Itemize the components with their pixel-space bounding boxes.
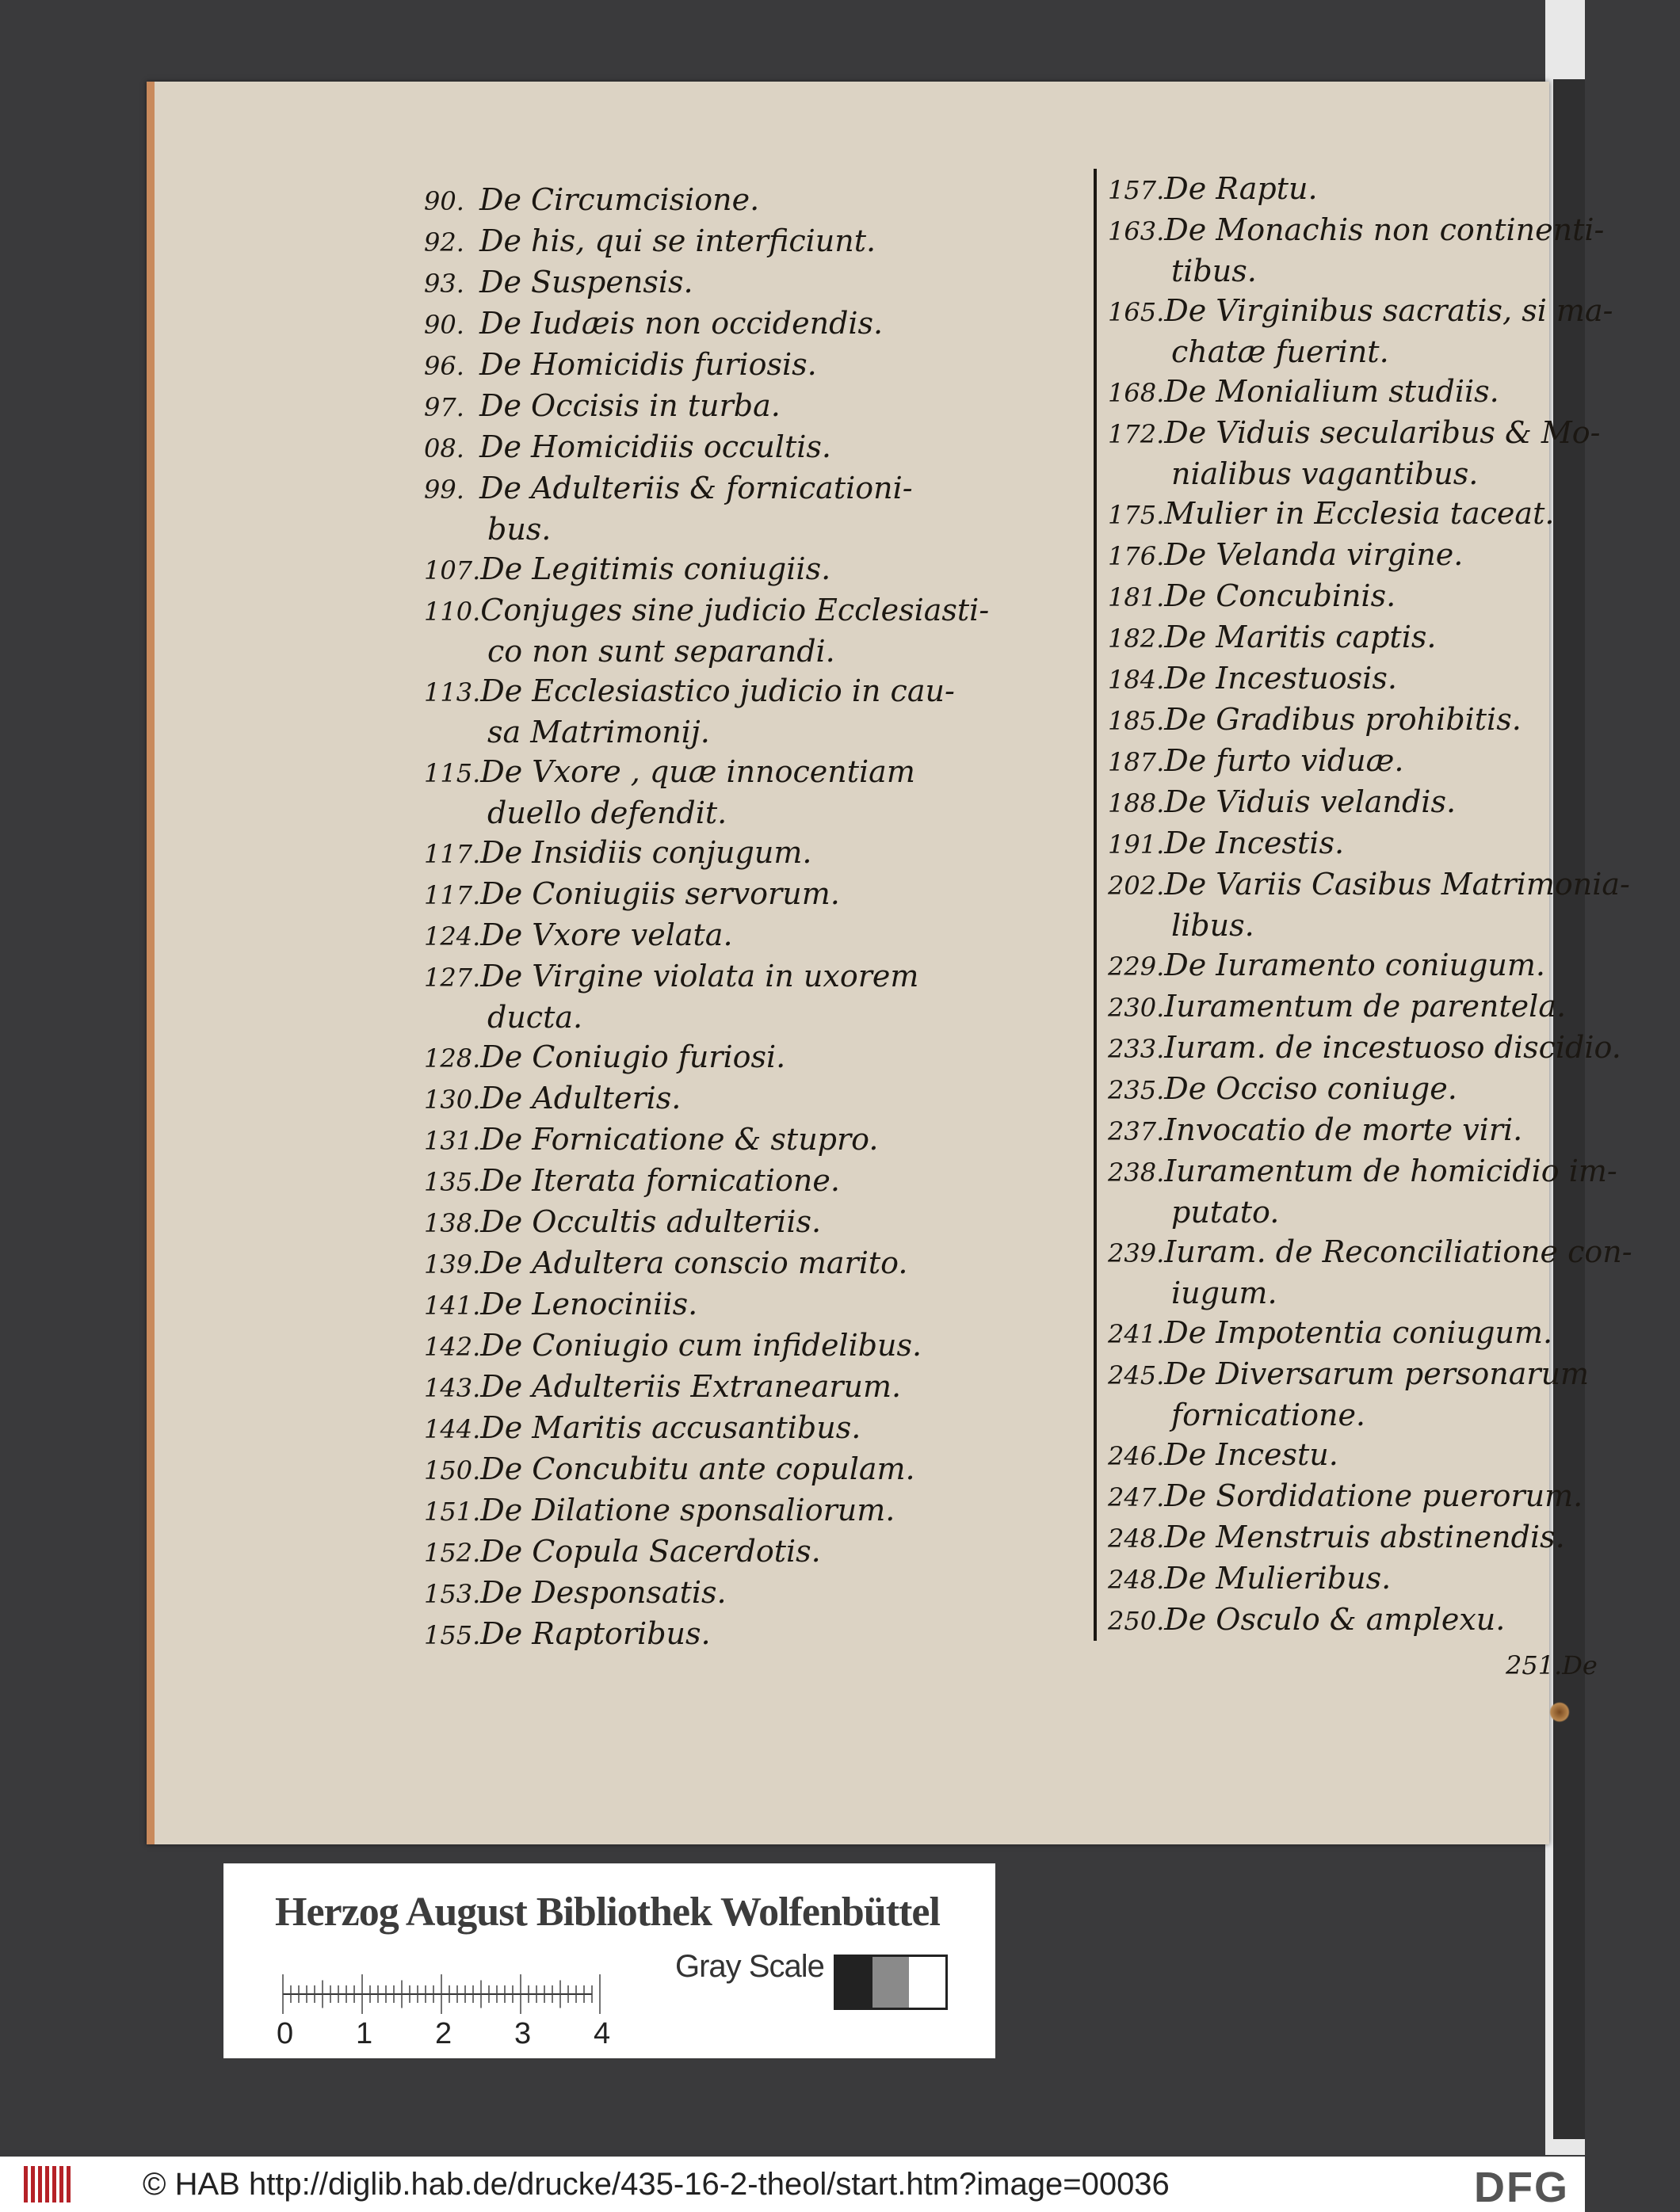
entry-number: 185.: [1108, 706, 1165, 736]
index-entry: [1094, 945, 1680, 986]
gray-scale-swatch: [834, 1955, 948, 2010]
entry-number: 90.: [424, 186, 464, 216]
entry-text: De Coniugio cum infidelibus.: [480, 1328, 922, 1363]
entry-number: 115.: [424, 758, 481, 788]
entry-number: 241.: [1108, 1319, 1165, 1349]
entry-number: 239.: [1108, 1238, 1165, 1268]
entry-text: De Occisis in turba.: [479, 388, 781, 423]
entry-text: De Maritis accusantibus.: [480, 1410, 861, 1445]
entry-text: De Vxore velata.: [480, 917, 733, 952]
entry-number: 143.: [424, 1373, 481, 1403]
entry-text: De Fornicatione & stupro.: [480, 1122, 879, 1157]
entry-text: De Concubinis.: [1164, 578, 1396, 613]
index-entry: [1094, 1435, 1680, 1476]
entry-text: De Vxore , quæ innocentiam: [480, 754, 915, 789]
entry-text: De Diversarum personarum: [1164, 1356, 1590, 1391]
entry-text: De Occiso coniuge.: [1164, 1071, 1457, 1106]
entry-number: 163.: [1108, 216, 1165, 246]
index-entry: [1094, 1476, 1680, 1517]
entry-number: 08.: [424, 433, 464, 463]
entry-continuation: duello defendit.: [487, 795, 727, 830]
entry-text: De Incestu.: [1164, 1437, 1338, 1472]
index-entry: [1094, 823, 1680, 864]
entry-text: De Homicidiis occultis.: [479, 429, 831, 464]
entry-text: De Viduis secularibus & Mo-: [1164, 415, 1601, 450]
entry-number: 245.: [1108, 1360, 1165, 1390]
entry-continuation: chatæ fuerint.: [1171, 334, 1389, 369]
index-entry: [1094, 1232, 1680, 1313]
ruler-label: 1: [356, 2017, 373, 2050]
entry-text: De Adulteris.: [480, 1081, 682, 1116]
entry-text: De Mulieribus.: [1164, 1561, 1392, 1596]
ruler-label: 2: [435, 2017, 452, 2050]
catchword: 251.De: [1506, 1650, 1598, 1680]
entry-number: 141.: [424, 1291, 481, 1321]
entry-number: 187.: [1108, 747, 1165, 777]
entry-text: De Iuramento coniugum.: [1164, 948, 1545, 982]
entry-number: 117.: [424, 880, 481, 910]
entry-text: De Coniugio furiosi.: [480, 1039, 786, 1074]
entry-text: De Iudæis non occidendis.: [479, 306, 884, 341]
index-entry: [424, 671, 1121, 752]
index-entry: [1094, 291, 1680, 372]
entry-number: 92.: [424, 227, 464, 257]
entry-text: De Raptoribus.: [480, 1616, 711, 1651]
entry-text: De Suspensis.: [479, 265, 693, 299]
entry-number: 131.: [424, 1126, 481, 1156]
entry-number: 237.: [1108, 1116, 1165, 1146]
entry-text: De Monialium studiis.: [1164, 374, 1499, 409]
entry-text: De Maritis captis.: [1164, 620, 1437, 654]
hab-logo-icon: [24, 2164, 87, 2204]
entry-continuation: tibus.: [1171, 254, 1257, 288]
index-entry: [424, 1408, 1121, 1449]
entry-number: 246.: [1108, 1441, 1165, 1471]
entry-number: 99.: [424, 475, 464, 505]
index-entry: [1094, 1354, 1680, 1435]
entry-text: Iuramentum de parentela.: [1164, 989, 1567, 1024]
index-entry: [1094, 782, 1680, 823]
entry-number: 110.: [424, 597, 481, 627]
index-entry: [424, 262, 1121, 303]
index-entry: [424, 1490, 1121, 1531]
entry-number: 90.: [424, 310, 464, 340]
index-entry: [1094, 169, 1680, 210]
index-entry: [424, 590, 1121, 671]
entry-text: De Dilatione sponsaliorum.: [480, 1493, 895, 1527]
index-entry: [1094, 1069, 1680, 1110]
index-entry: [1094, 617, 1680, 658]
entry-number: 229.: [1108, 952, 1165, 982]
index-entry: [424, 874, 1121, 915]
index-left-column: [424, 180, 1121, 1655]
swatch-black: [836, 1957, 872, 2008]
swatch-gray: [872, 1957, 909, 2008]
entry-number: 248.: [1108, 1524, 1165, 1554]
index-entry: [424, 468, 1121, 549]
index-entry: [424, 303, 1121, 345]
index-entry: [1094, 1517, 1680, 1558]
paper-stain: [1549, 1702, 1570, 1722]
footer-bar: [0, 2157, 1585, 2212]
index-entry: [1094, 372, 1680, 413]
index-entry: [1094, 1151, 1680, 1232]
entry-continuation: ducta.: [487, 1000, 583, 1035]
entry-text: De Lenociniis.: [480, 1287, 698, 1321]
entry-text: De Legitimis coniugiis.: [480, 551, 831, 586]
entry-text: Invocatio de morte viri.: [1164, 1112, 1523, 1147]
ruler-label: 3: [514, 2017, 532, 2050]
entry-text: De Viduis velandis.: [1164, 784, 1457, 819]
entry-text: De Insidiis conjugum.: [480, 835, 812, 870]
entry-number: 150.: [424, 1455, 481, 1485]
entry-continuation: iugum.: [1171, 1276, 1277, 1310]
index-entry: [424, 345, 1121, 386]
index-entry: [1094, 1313, 1680, 1354]
entry-text: De Raptu.: [1164, 171, 1318, 206]
entry-text: Mulier in Ecclesia taceat.: [1164, 496, 1555, 531]
entry-number: 184.: [1108, 665, 1165, 695]
entry-number: 172.: [1108, 419, 1165, 449]
entry-text: De Velanda virgine.: [1164, 537, 1464, 572]
index-entry: [1094, 700, 1680, 741]
entry-continuation: fornicatione.: [1171, 1398, 1366, 1432]
entry-text: De Monachis non continenti-: [1164, 212, 1605, 247]
index-entry: [424, 915, 1121, 956]
entry-text: De Osculo & amplexu.: [1164, 1602, 1506, 1637]
entry-number: 93.: [424, 269, 464, 299]
entry-number: 168.: [1108, 378, 1165, 408]
entry-text: De Incestuosis.: [1164, 661, 1397, 696]
index-entry: [424, 1037, 1121, 1078]
index-entry: [1094, 494, 1680, 535]
index-entry: [424, 549, 1121, 590]
entry-continuation: sa Matrimonij.: [487, 715, 710, 749]
entry-text: De Occultis adulteriis.: [480, 1204, 822, 1239]
entry-text: De Impotentia coniugum.: [1164, 1315, 1553, 1350]
swatch-white: [909, 1957, 945, 2008]
index-entry: [424, 1202, 1121, 1243]
entry-number: 181.: [1108, 582, 1165, 612]
gray-scale-label: Gray Scale: [675, 1949, 824, 1984]
entry-number: 117.: [424, 839, 481, 869]
entry-text: De Variis Casibus Matrimonia-: [1164, 867, 1630, 902]
entry-number: 97.: [424, 392, 464, 422]
entry-number: 175.: [1108, 500, 1165, 530]
entry-text: De Desponsatis.: [480, 1575, 727, 1610]
scale-ruler: [277, 1955, 611, 2050]
entry-number: 151.: [424, 1497, 481, 1527]
entry-text: De furto viduæ.: [1164, 743, 1404, 778]
entry-number: 188.: [1108, 788, 1165, 818]
index-entry: [1094, 1028, 1680, 1069]
index-right-column: [1094, 169, 1680, 1641]
index-entry: [1094, 576, 1680, 617]
entry-text: De Virginibus sacratis, si ma-: [1164, 293, 1613, 328]
index-entry: [424, 1325, 1121, 1367]
index-entry: [1094, 535, 1680, 576]
entry-text: De Iterata fornicatione.: [480, 1163, 840, 1198]
entry-number: 142.: [424, 1332, 481, 1362]
entry-number: 157.: [1108, 175, 1165, 205]
index-entry: [424, 1078, 1121, 1119]
source-url[interactable]: © HAB http://diglib.hab.de/drucke/435-16-2-theol/start.htm?image=00036: [143, 2166, 1170, 2202]
entry-continuation: bus.: [487, 512, 552, 547]
entry-number: 155.: [424, 1620, 481, 1650]
dfg-logo: DFG: [1474, 2164, 1569, 2211]
entry-continuation: nialibus vagantibus.: [1171, 456, 1479, 491]
entry-number: 144.: [424, 1414, 481, 1444]
entry-text: De Homicidis furiosis.: [479, 347, 817, 382]
entry-continuation: co non sunt separandi.: [487, 634, 835, 669]
entry-text: De Ecclesiastico judicio in cau-: [480, 673, 955, 708]
entry-text: De Adultera conscio marito.: [480, 1245, 908, 1280]
entry-text: De Concubitu ante copulam.: [480, 1451, 915, 1486]
index-entry: [424, 1161, 1121, 1202]
index-entry: [424, 956, 1121, 1037]
index-entry: [1094, 864, 1680, 945]
entry-number: 248.: [1108, 1565, 1165, 1595]
entry-number: 127.: [424, 963, 481, 993]
entry-number: 230.: [1108, 993, 1165, 1023]
entry-number: 124.: [424, 921, 481, 952]
entry-text: De Sordidatione puerorum.: [1164, 1478, 1583, 1513]
index-entry: [1094, 658, 1680, 700]
entry-number: 165.: [1108, 297, 1165, 327]
index-entry: [424, 1449, 1121, 1490]
entry-number: 135.: [424, 1167, 481, 1197]
index-entry: [424, 1119, 1121, 1161]
index-entry: [424, 1243, 1121, 1284]
entry-text: Conjuges sine judicio Ecclesiasti-: [480, 593, 990, 627]
ruler-label: 0: [277, 2017, 294, 2050]
entry-number: 191.: [1108, 830, 1165, 860]
entry-number: 107.: [424, 555, 481, 585]
index-entry: [424, 833, 1121, 874]
book-page: [147, 82, 1632, 1844]
entry-number: 128.: [424, 1043, 481, 1074]
entry-number: 182.: [1108, 624, 1165, 654]
index-entry: [424, 752, 1121, 833]
index-entry: [424, 427, 1121, 468]
color-calibration-card: [223, 1863, 995, 2058]
entry-text: De Copula Sacerdotis.: [480, 1534, 821, 1569]
index-entry: [1094, 413, 1680, 494]
entry-continuation: libus.: [1171, 908, 1254, 943]
entry-text: De Adulteriis Extranearum.: [480, 1369, 902, 1404]
entry-text: Iuram. de incestuoso discidio.: [1164, 1030, 1621, 1065]
entry-continuation: putato.: [1171, 1195, 1280, 1230]
index-entry: [424, 1573, 1121, 1614]
index-entry: [424, 1367, 1121, 1408]
entry-number: 238.: [1108, 1157, 1165, 1188]
entry-number: 138.: [424, 1208, 481, 1238]
entry-text: De Virgine violata in uxorem: [480, 959, 919, 993]
entry-number: 113.: [424, 677, 481, 707]
entry-text: De Circumcisione.: [479, 182, 760, 217]
index-entry: [424, 180, 1121, 221]
index-entry: [424, 1614, 1121, 1655]
entry-number: 176.: [1108, 541, 1165, 571]
entry-text: De Adulteriis & fornicationi-: [479, 471, 913, 505]
entry-number: 233.: [1108, 1034, 1165, 1064]
ruler-label: 4: [594, 2017, 611, 2050]
entry-text: De Menstruis abstinendis.: [1164, 1520, 1565, 1554]
entry-number: 250.: [1108, 1606, 1165, 1636]
entry-number: 152.: [424, 1538, 481, 1568]
index-entry: [1094, 1110, 1680, 1151]
entry-text: De Coniugiis servorum.: [480, 876, 840, 911]
entry-text: De Incestis.: [1164, 826, 1345, 860]
entry-number: 235.: [1108, 1075, 1165, 1105]
index-entry: [1094, 1558, 1680, 1600]
entry-number: 202.: [1108, 871, 1165, 901]
entry-number: 96.: [424, 351, 464, 381]
index-entry: [1094, 741, 1680, 782]
entry-number: 130.: [424, 1085, 481, 1115]
index-entry: [1094, 210, 1680, 291]
library-name: Herzog August Bibliothek Wolfenbüttel: [275, 1890, 940, 1935]
index-entry: [424, 1531, 1121, 1573]
entry-text: Iuramentum de homicidio im-: [1164, 1154, 1617, 1188]
entry-number: 139.: [424, 1249, 481, 1280]
entry-number: 153.: [424, 1579, 481, 1609]
entry-text: Iuram. de Reconciliatione con-: [1164, 1234, 1632, 1269]
index-entry: [1094, 1600, 1680, 1641]
entry-text: De his, qui se interficiunt.: [479, 223, 876, 258]
index-entry: [424, 1284, 1121, 1325]
index-entry: [424, 386, 1121, 427]
index-entry: [1094, 986, 1680, 1028]
entry-number: 247.: [1108, 1482, 1165, 1512]
entry-text: De Gradibus prohibitis.: [1164, 702, 1522, 737]
index-entry: [424, 221, 1121, 262]
